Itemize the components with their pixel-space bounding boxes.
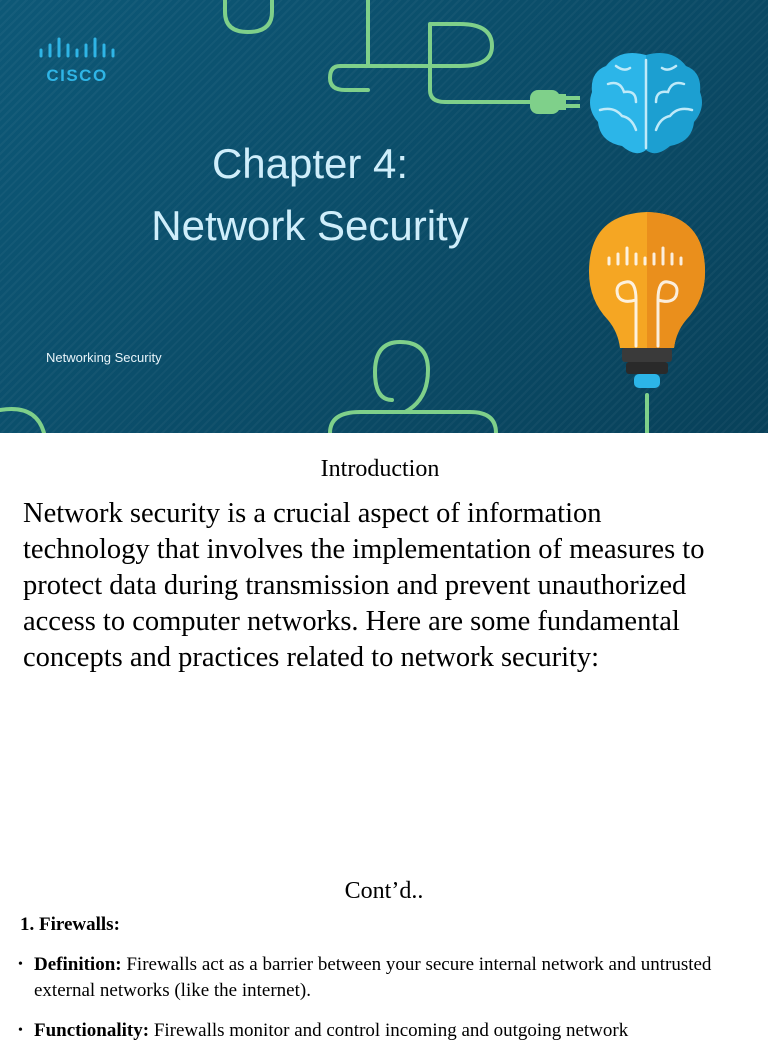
bullet-icon: • (18, 957, 23, 972)
firewalls-bullet-list (18, 952, 748, 1058)
bullet-text: Firewalls monitor and control incoming and outgoing network (149, 1020, 629, 1041)
list-item (18, 1018, 748, 1044)
slide-title-line1: Chapter 4: (211, 140, 409, 187)
lightbulb-icon (0, 0, 768, 433)
slide-subtitle: Networking Security (46, 350, 162, 365)
bullet-term: Definition: (34, 954, 122, 975)
cisco-logo-text: CISCO (46, 66, 108, 85)
bullet-icon: • (18, 1023, 23, 1038)
bullet-term: Functionality: (34, 1020, 150, 1041)
firewalls-heading: 1. Firewalls: (20, 914, 120, 935)
slide-title-line2: Network Security (151, 202, 469, 249)
title-slide (0, 0, 768, 433)
intro-body: Network security is a crucial aspect of information technology that involves the implementation of measures to protect data during transmission and prevent unauthorized access to computer networks. Here are some fundamental concepts and practices related to network security: (23, 498, 705, 673)
list-item (18, 952, 748, 1004)
intro-heading: Introduction (320, 456, 440, 482)
contd-heading: Cont’d.. (344, 878, 424, 904)
bullet-text: Firewalls act as a barrier between your secure internal network and untrusted external networks (like the internet). (34, 954, 712, 1001)
